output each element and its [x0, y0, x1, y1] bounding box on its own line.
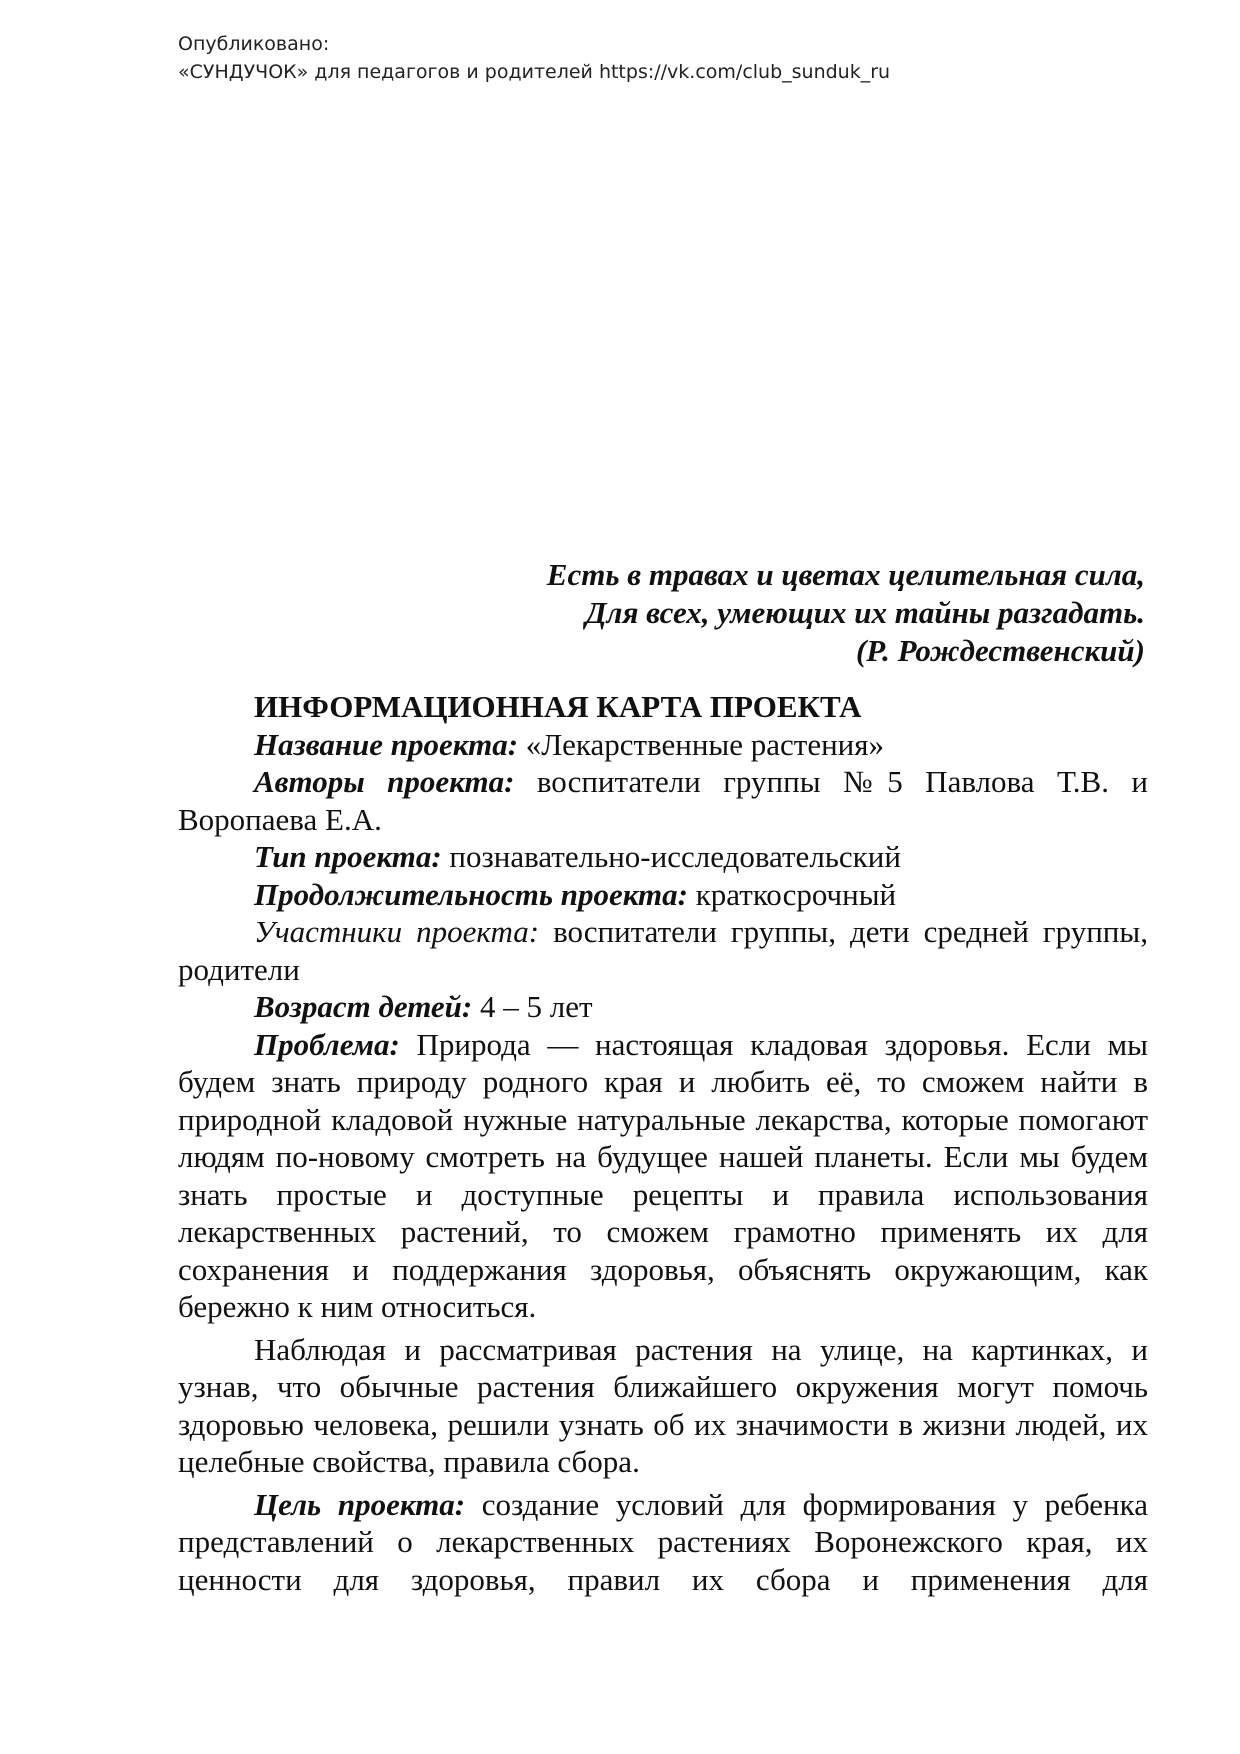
project-type-field: [178, 838, 1148, 876]
project-name-value: «Лекарственные растения»: [518, 726, 885, 762]
children-age-label: Возраст детей:: [254, 989, 473, 1024]
project-authors-value: воспитатели группы №5 Павлова Т.В. и Воропаева Е.А.: [178, 764, 1148, 837]
project-duration-label: Продолжительность проекта:: [254, 876, 688, 912]
epigraph-line-2: Для всех, умеющих их тайны разгадать.: [585, 595, 1145, 630]
project-type-label: Тип проекта:: [254, 839, 442, 874]
project-authors-label: Авторы проекта:: [254, 764, 515, 799]
project-duration-value: краткосрочный: [688, 876, 897, 912]
goal-label: Цель проекта:: [254, 1486, 466, 1522]
project-type-value: познавательно-исследовательский: [441, 839, 901, 874]
project-duration-field: [178, 876, 1148, 914]
goal-text: создание условий для формирования у ребенка представлений о лекарственных растениях Воронежского края, их ценности для здоровья, правил их сбора и применения для: [178, 1486, 1148, 1597]
project-participants-field: [178, 913, 1148, 988]
children-age-field: [178, 988, 1148, 1026]
project-name-label: Название проекта:: [254, 726, 519, 762]
header-published-label: Опубликовано:: [178, 33, 330, 55]
children-age-value: 4 – 5 лет: [472, 989, 593, 1024]
problem-paragraph: [178, 1026, 1148, 1326]
observation-paragraph: Наблюдая и рассматривая растения на улице, на картинках, и узнав, что обычные растения ближайшего окружения могут помочь здоровью человека, решили узнать об их значимости в жизни людей, их целебные свойства, правила сбора.: [178, 1331, 1148, 1479]
header-source-line: «СУНДУЧОК» для педагогов и родителей https://vk.com/club_sunduk_ru: [178, 61, 891, 83]
project-name-field: [178, 726, 1148, 764]
document-body: [178, 688, 1148, 1598]
epigraph: [547, 556, 1145, 670]
problem-text: Природа — настоящая кладовая здоровья. Если мы будем знать природу родного края и любить её, то сможем найти в природной кладовой нужные натуральные лекарства, которые помогают людям по-новому смотреть на будущее нашей планеты. Если мы будем знать простые и доступные рецепты и правила использования лекарственных растений, то сможем грамотно применять их для сохранения и поддержания здоровья, объяснять окружающим, как бережно к ним относиться.: [178, 1026, 1148, 1324]
project-authors-field: [178, 763, 1148, 838]
project-participants-label: Участники проекта:: [254, 914, 540, 949]
project-participants-value: воспитатели группы, дети средней группы, родители: [178, 914, 1148, 987]
goal-paragraph: [178, 1486, 1148, 1599]
publication-header: [178, 30, 890, 86]
problem-label: Проблема:: [254, 1026, 400, 1062]
epigraph-author: (Р. Рождественский): [855, 633, 1145, 668]
epigraph-line-1: Есть в травах и цветах целительная сила,: [546, 557, 1145, 592]
page-title: ИНФОРМАЦИОННАЯ КАРТА ПРОЕКТА: [254, 689, 862, 724]
